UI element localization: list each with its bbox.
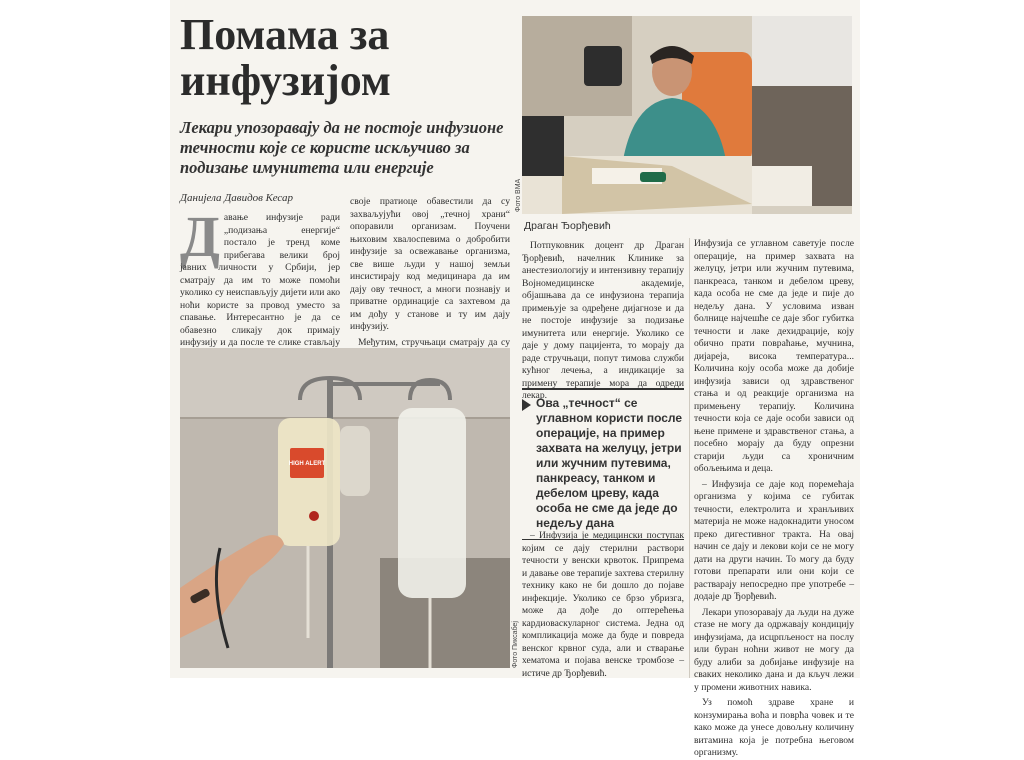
paragraph: авање инфузије ради „подизања енергије“ постало је тренд коме прибегава велики број јавних личности у Србији, јер сматрају да им то може помоћи уколико су неиспављују дијети или ако ноћи користе за провод уместо за спавање. Интересантно је да се обавезно сликају док примају инфузију и да после те слике стављају (180, 212, 340, 348)
paragraph: Лекари упозоравају да људи на дуже стазе не могу да одржавају кондицију инфузијама, да исцрпљеност на послу или буран ноћни живот не могу да буду алиби за добијање инфузије на сваких неколико дана и да кључ лежи у промени животних навика. (694, 606, 854, 693)
column-3 (522, 240, 684, 401)
byline: Данијела Давидов Кесар (180, 192, 294, 204)
paragraph: своје пратиоце обавестили да су захваљујући овој „течној храни“ опоравили организам. Поучени њиховим хвалоспевима о добробити инфузије за освежавање организма, све више људи у нашој земљи инсистирају код медицинара да им дају ову течност, а многи познавју и приватне ординације са захтевом да им дођу у станове и ту им дају инфузију. (350, 196, 510, 332)
column-divider (689, 238, 690, 678)
photo-credit: Фото Пиксабеј (512, 621, 519, 668)
photo-caption: Драган Ђорђевић (524, 220, 611, 232)
standfirst: Лекари упозоравају да не постоје инфузионе течности које се користе искључиво за подизање имунитета или енергије (180, 118, 504, 177)
column-3-continued (522, 530, 684, 678)
headline: Помама за инфузијом (180, 10, 391, 105)
iv-label: HIGH ALERT (288, 461, 326, 467)
newspaper-page (170, 0, 860, 758)
column-1 (180, 204, 340, 348)
paragraph: Уз помоћ здраве хране и конзумирања воћа и поврћа човек и те како може да унесе довољну количину витамина која је потребна његовом организму. (694, 697, 854, 758)
paragraph: Међутим, стручњаци сматрају да су (358, 336, 510, 348)
column-2 (350, 196, 510, 348)
triangle-marker-icon (522, 399, 531, 411)
paragraph: – Инфузија се даје код поремећаја организма у којима се губитак течности, електролита и хранљивих материја не може надокнадити уносом преко дигестивног тракта. На овај начин се дају и лекови који се не могу дати на други начин. То могу да буду готови препарати или они који се растварају непосредно пре употребе – додаје др Ђорђевић. (694, 478, 854, 602)
iv-bags-photo (180, 348, 510, 668)
paragraph: – Инфузија је медицински поступак којим се дају стерилни раствори течности у венски крвоток. Припрема и давање ове терапије захтева стерилну технику како не би дошло до појаве инфекције. Уколико се брзо убризга, може да дође до оптерећења кардиоваскуларног система. Једна од компликација може да буде и повреда венског крвног суда, али и стварање хематома и појава венске тромбозе – истиче др Ђорђевић. (522, 530, 684, 679)
pull-quote-text: Ова „течност“ се углавном користи после операције, на пример захвата на желуцу, јетри или жучним путевима, панкреасу, танком и дебелом цреву, када особа не сме да једе до недељу дана (536, 396, 683, 530)
pull-quote (522, 388, 684, 540)
doctor-at-desk-image (522, 16, 852, 214)
photo-credit: Фото ВМА (515, 178, 522, 212)
paragraph: Инфузија се углавном саветује после операције, на пример захвата на желуцу, јетри или жучним путевима, панкреаса, танком и дебелом цреву, када особа не сме да једе и пије до недељу дана. У условима изван болнице најчешће се даје због губитка течности и лаке дехидрације, коју обично прати повраћање, мучнина, дијареја, висока температура... Количина коју особа може да добије инфузија зависи од здравственог стања и од реакције организма на примењену терапију. Количина течности која се даје особи зависи од њене примене и здравственог стања, а посебно морају да буду опрезни старији људи са хроничним обољењима и деца. (694, 238, 854, 474)
iv-drip-image (180, 348, 510, 668)
doctor-photo (522, 16, 852, 214)
column-4 (694, 238, 854, 758)
paragraph: Потпуковник доцент др Драган Ђорђевић, начелник Клинике за анестезиологију и интензивну терапију Војномедицинске академије, објашњава да се инфузиона терапија примењује за одређене дијагнозе и да не постоје инфузије за подизање имунитета или енергије. Уколико се даје у дому пацијента, то морају да раде стручњаци, попут тимова служби кућног лечења, а индикације за примену терапије мора да одреди лекар. (522, 240, 684, 401)
drop-cap: Д (180, 204, 220, 269)
